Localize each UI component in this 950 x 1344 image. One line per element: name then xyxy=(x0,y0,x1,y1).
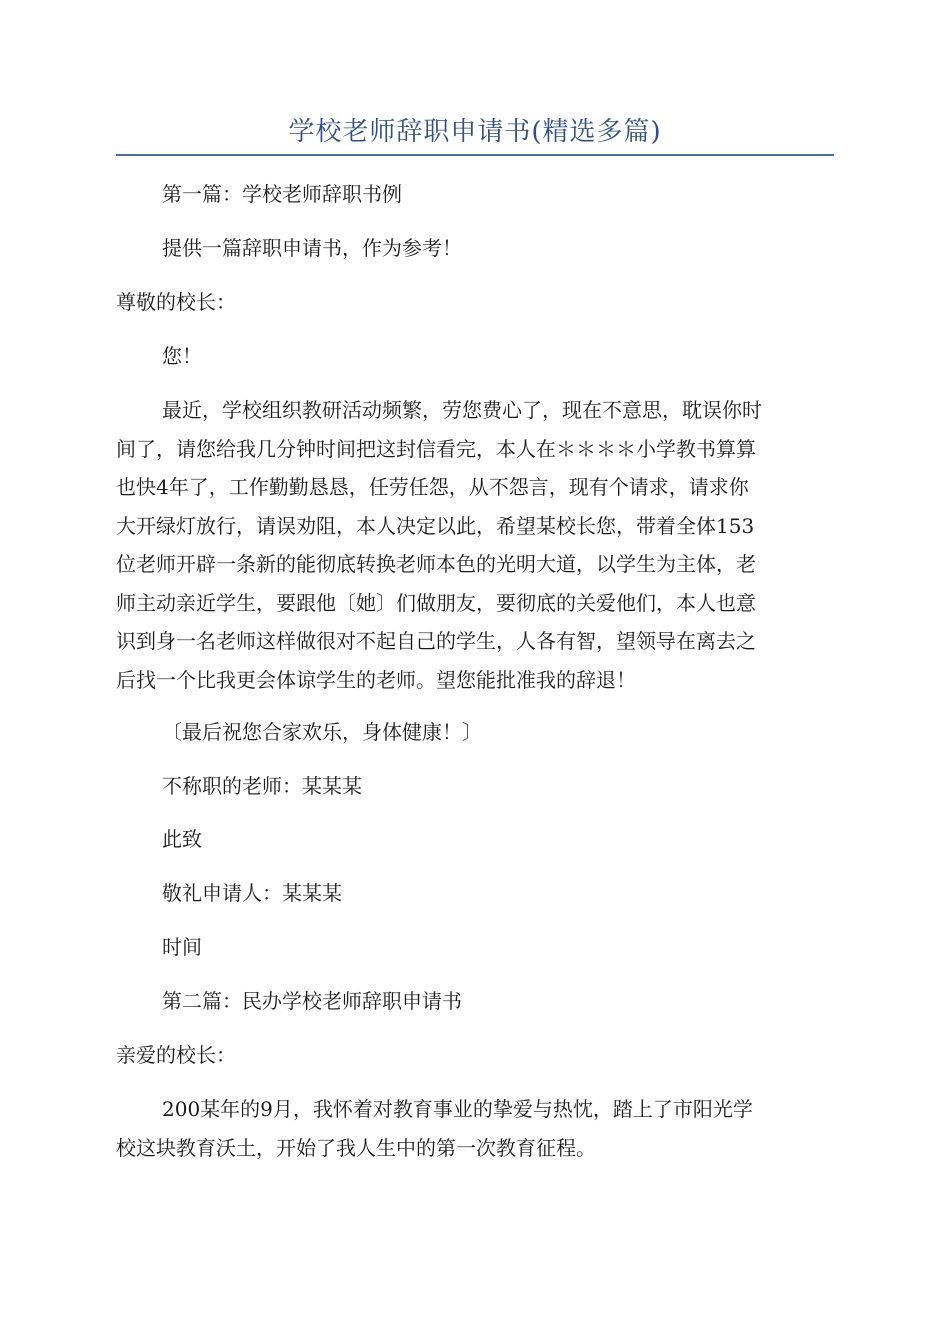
date-label: 时间 xyxy=(162,935,202,959)
greeting: 您！ xyxy=(162,344,202,368)
section-heading-1: 第一篇：学校老师辞职书例 xyxy=(162,182,402,206)
closing-cizhi: 此致 xyxy=(162,827,202,851)
signature-teacher: 不称职的老师：某某某 xyxy=(162,774,362,798)
body-paragraph-1 xyxy=(116,391,834,699)
salutation-1: 尊敬的校长： xyxy=(116,290,236,314)
body-line: 大开绿灯放行，请误劝阻，本人决定以此，希望某校长您，带着全体153 xyxy=(116,513,755,538)
body-line: 200某年的9月，我怀着对教育事业的挚爱与热忱，踏上了市阳光学 xyxy=(162,1097,753,1121)
salutation-2: 亲爱的校长： xyxy=(116,1043,236,1067)
paragraph-intro: 提供一篇辞职申请书，作为参考！ xyxy=(162,236,462,260)
body-line: 也快4年了，工作勤勤恳恳，任劳任怨，从不怨言，现有个请求，请求你 xyxy=(116,475,749,499)
section-heading-2: 第二篇：民办学校老师辞职申请书 xyxy=(162,989,462,1013)
document-title: 学校老师辞职申请书(精选多篇) xyxy=(288,117,662,147)
body-line: 师主动亲近学生，要跟他〔她〕们做朋友，要彻底的关爱他们，本人也意 xyxy=(116,590,756,615)
body-paragraph-2 xyxy=(116,1090,834,1167)
body-line: 后找一个比我更会体谅学生的老师。望您能批准我的辞退！ xyxy=(116,667,636,692)
body-line: 校这块教育沃土，开始了我人生中的第一次教育征程。 xyxy=(116,1135,596,1160)
body-line: 位老师开辟一条新的能彻底转换老师本色的光明大道，以学生为主体，老 xyxy=(116,552,756,576)
body-line: 识到身一名老师这样做很对不起自己的学生，人各有智，望领导在离去之 xyxy=(116,629,756,653)
body-line: 最近，学校组织教研活动频繁，劳您费心了，现在不意思，耽误你时 xyxy=(162,398,762,422)
closing-wishes: 〔最后祝您合家欢乐，身体健康！〕 xyxy=(162,720,482,744)
title-underline xyxy=(116,154,834,156)
signature-applicant: 敬礼申请人：某某某 xyxy=(162,881,342,905)
body-line: 间了，请您给我几分钟时间把这封信看完，本人在＊＊＊＊小学教书算算 xyxy=(116,436,756,461)
